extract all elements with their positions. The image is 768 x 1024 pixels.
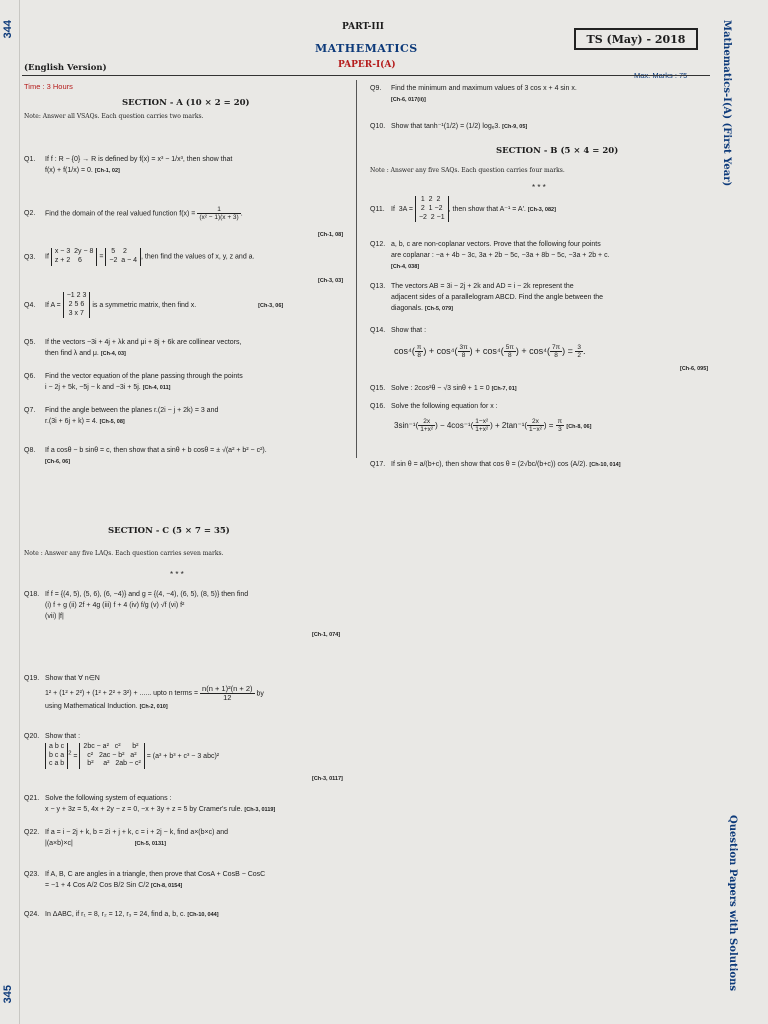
question-8: Q8. If a cosθ − b sinθ = c, then show that a sinθ + b cosθ = ± √(a² + b² − c²). [Ch-6, 06]	[24, 447, 267, 465]
header-rule	[22, 75, 710, 76]
question-2-ref: [Ch-1, 08]	[318, 232, 344, 238]
time-label: Time : 3 Hours	[24, 82, 73, 91]
section-c-separator: * * *	[170, 570, 184, 579]
session-badge: TS (May) - 2018	[574, 28, 698, 50]
side-running-title: Mathematics-I(A) (First Year)	[721, 20, 732, 187]
question-1: Q1. If f : R − {0} → R is defined by f(x) = x³ − 1/x³, then show that f(x) + f(1/x) = 0. [Ch-1, 02]	[24, 156, 233, 174]
question-19: Q19. Show that ∀ n∈N 1² + (1² + 2²) + (1² + 2² + 3²) + ...... upto n terms = $\frac{\text{n(n + 1)²(n + 2)}}{12}$ by using Mathematical Induction. [Ch-2, 010]	[24, 675, 264, 711]
question-3: Q3. If x − 3 2y − 8 z + 2 6 = 5 2 −2 a − 4 , then find the values of x, y, z and a.	[24, 248, 255, 264]
question-13: Q13. The vectors AB = 3i − 2j + 2k and AD = i − 2k represent the adjacent sides of a parallelogram ABCD. Find the angle between the diagonals. [Ch-5, 079]	[370, 283, 604, 312]
question-16: Q16. Solve the following equation for x :	[370, 403, 498, 410]
question-2: Q2. Find the domain of the real valued function f(x) = $\frac{1}{\text{(x² − 1)(x + 3)}}$ .	[24, 206, 243, 222]
section-b-note: Note : Answer any five SAQs. Each question carries four marks.	[370, 167, 565, 174]
section-b-title: SECTION - B (5 × 4 = 20)	[496, 146, 619, 156]
subject-title: MATHEMATICS	[315, 42, 418, 55]
section-a-note: Note: Answer all VSAQs. Each question carries two marks.	[24, 113, 204, 120]
question-6: Q6. Find the vector equation of the plane passing through the points i − 2j + 5k, −5j − k and −3i + 5j. [Ch-4, 011]	[24, 373, 243, 391]
question-18: Q18. If f = {(4, 5), (5, 6), (6, −4)} and g = {(4, −4), (6, 5), (8, 5)} then find (i) f + g (ii) 2f + 4g (iii) f + 4 (iv) f/g (v) √f (vi) f² (vii) |f|	[24, 591, 249, 620]
question-5: Q5. If the vectors −3i + 4j + λk and μi + 8j + 6k are collinear vectors, then find λ and μ. [Ch-4, 03]	[24, 339, 242, 357]
question-4: Q4. If A = −1 2 3 2 5 6 3 x 7 is a symmetric matrix, then find x. [Ch-3, 06]	[24, 292, 284, 317]
question-7: Q7. Find the angle between the planes r.(2i − j + 2k) = 3 and r.(3i + 6j + k) = 4. [Ch-5, 08]	[24, 407, 219, 425]
column-divider	[356, 80, 357, 458]
question-9: Q9. Find the minimum and maximum values of 3 cos x + 4 sin x. [Ch-6, 017(ii)]	[370, 85, 577, 103]
question-15: Q15. Solve : 2cos²θ − √3 sinθ + 1 = 0 [Ch-7, 01]	[370, 385, 517, 392]
section-c-note: Note : Answer any five LAQs. Each question carries seven marks.	[24, 550, 224, 557]
question-23: Q23. If A, B, C are angles in a triangle, then prove that CosA + CosB − CosC = −1 + 4 Cos A/2 Cos B/2 Sin C/2 [Ch-8, 0154]	[24, 871, 266, 889]
binding-gutter	[0, 0, 20, 1024]
section-b-separator: * * *	[532, 183, 546, 192]
question-14-ref: [Ch-6, 095]	[680, 366, 709, 372]
version-label: (English Version)	[24, 63, 107, 73]
section-c-title: SECTION - C (5 × 7 = 35)	[108, 526, 230, 536]
question-20: Q20. Show that : a b c b c a c a $b^2 = 2bc - a^2$ c² b² c² 2ac − b² a² b² a² 2ab − c² = (a³ + b³ + c³ − 3 abc)²	[24, 733, 220, 768]
question-14-identity: cos⁴( $\frac{\pi}{8}$ ) + cos⁴( $\frac{3\pi}{8}$ ) + cos⁴( $\frac{5\pi}{8}$ ) + cos⁴( $\frac{7\pi}{8}$ ) = $\frac{3}{2}$ .	[394, 344, 586, 360]
question-20-ref: [Ch-3, 0117]	[312, 776, 343, 782]
question-3-ref: [Ch-3, 03]	[318, 278, 344, 284]
question-12: Q12. a, b, c are non-coplanar vectors. Prove that the following four points are coplanar : −a + 4b − 3c, 3a + 2b − 5c, −3a + 8b − 5c, −3a + 2b + c. [Ch-4, 038]	[370, 241, 610, 270]
question-22: Q22. If a = i − 2j + k, b = 2i + j + k, c = i + 2j − k, find a×(b×c) and |(a×b)×c| [Ch-5, 0131]	[24, 829, 229, 847]
paper-label: PAPER-I(A)	[338, 60, 396, 70]
question-11: Q11. If 3A = 1 2 2 2 1 −2 −2 2 −1, then show that A⁻¹ = A′. [Ch-3, 082]	[370, 196, 556, 221]
question-14: Q14. Show that :	[370, 327, 427, 334]
question-10: Q10. Show that tanh⁻¹(1/2) = (1/2) logₑ3. [Ch-9, 05]	[370, 123, 528, 130]
section-a-title: SECTION - A (10 × 2 = 20)	[122, 98, 250, 108]
question-18-ref: [Ch-1, 074]	[312, 632, 341, 638]
page-number-top: 344	[2, 20, 14, 39]
page-number-bottom: 345	[2, 985, 14, 1004]
side-running-footer: Question Papers with Solutions	[727, 815, 738, 992]
part-label: PART-III	[342, 22, 384, 32]
question-17: Q17. If sin θ = a/(b+c), then show that cos θ = (2√bc/(b+c)) cos (A/2). [Ch-10, 014]	[370, 461, 621, 468]
question-24: Q24. In ΔABC, if r₁ = 8, r₂ = 12, r₃ = 24, find a, b, c. [Ch-10, 044]	[24, 911, 219, 918]
question-16-equation: 3sin⁻¹( $\frac{2x}{\text{1+x²}}$ ) − 4cos⁻¹( $\frac{\text{1−x²}}{\text{1+x²}}$ ) + 2tan⁻¹( $\frac{2x}{\text{1−x²}}$ ) = $\frac{\pi}{3}$ [Ch-8, 06]	[394, 418, 592, 434]
question-21: Q21. Solve the following system of equations : x − y + 3z = 5, 4x + 2y − z = 0, −x + 3y + z = 5 by Cramer's rule. [Ch-3, 0119]	[24, 795, 276, 813]
